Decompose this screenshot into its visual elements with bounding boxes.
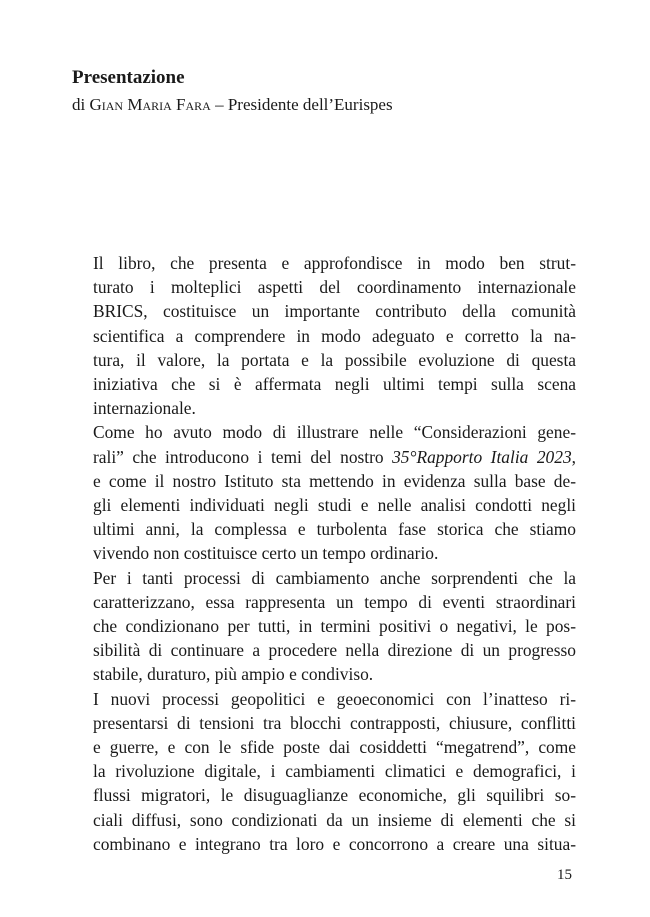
text-line: internazionale. [93, 398, 196, 419]
text-line: stabile, duraturo, più ampio e condiviso. [93, 664, 374, 685]
paragraph-2 [72, 420, 576, 565]
page-number: 15 [557, 867, 572, 883]
section-title: Presentazione [72, 67, 185, 88]
text-line: sibilità di continuare a procedere nella direzione di un progresso [93, 640, 576, 661]
text-line: gli elementi individuati negli studi e nelle analisi condotti negli [93, 495, 576, 516]
paragraph-4 [72, 687, 576, 856]
text-line: tura, il valore, la portata e la possibile evoluzione di questa [93, 349, 576, 370]
text-line: combinano e integrano tra loro e concorrono a creare una situa- [93, 833, 576, 854]
text-run: , [571, 446, 576, 467]
author-name: Gian Maria Fara [89, 95, 211, 114]
paragraph-3 [72, 566, 576, 687]
text-line: che condizionano per tutti, in termini positivi o negativi, le pos- [93, 616, 576, 637]
text-line: BRICS, costituisce un importante contributo della comunità [93, 301, 576, 322]
text-line: flussi migratori, le disuguaglianze economiche, gli squilibri so- [93, 785, 576, 806]
text-line: ultimi anni, la complessa e turbolenta fase storica che stiamo [93, 519, 576, 540]
text-line: vivendo non costituisce certo un tempo ordinario. [93, 543, 439, 564]
text-line: ciali diffusi, sono condizionati da un insieme di elementi che si [93, 809, 576, 830]
text-line: iniziativa che si è affermata negli ultimi tempi sulla scena [93, 374, 576, 395]
text-line: e come il nostro Istituto sta mettendo in evidenza sulla base de- [93, 470, 576, 491]
text-line: la rivoluzione digitale, i cambiamenti climatici e demografici, i [93, 761, 576, 782]
text-line: presentarsi di tensioni tra blocchi contrapposti, chiusure, conflitti [93, 712, 576, 733]
text-line: Come ho avuto modo di illustrare nelle “Considerazioni gene- [93, 422, 576, 443]
text-run: rali” che introducono i temi del nostro [93, 446, 393, 467]
text-line: turato i molteplici aspetti del coordinamento internazionale [93, 277, 576, 298]
text-line: e guerre, e con le sfide poste dai cosiddetti “megatrend”, come [93, 737, 576, 758]
report-title: 35°Rapporto Italia 2023 [392, 446, 572, 467]
text-line: Il libro, che presenta e approfondisce in modo ben strut- [93, 253, 576, 273]
byline-suffix: – Presidente dell’Eurispes [210, 95, 393, 114]
byline-prefix: di [72, 95, 90, 114]
author-byline [72, 93, 393, 117]
text-line: caratterizzano, essa rappresenta un tempo di eventi straordinari [93, 591, 576, 612]
body-text [72, 251, 576, 856]
text-line: I nuovi processi geopolitici e geoeconomici con l’inatteso ri- [93, 688, 576, 709]
text-line [72, 445, 576, 469]
text-line: Per i tanti processi di cambiamento anche sorprendenti che la [93, 567, 576, 588]
paragraph-1 [72, 251, 576, 420]
text-line: scientifica a comprendere in modo adeguato e corretto la na- [93, 325, 576, 346]
